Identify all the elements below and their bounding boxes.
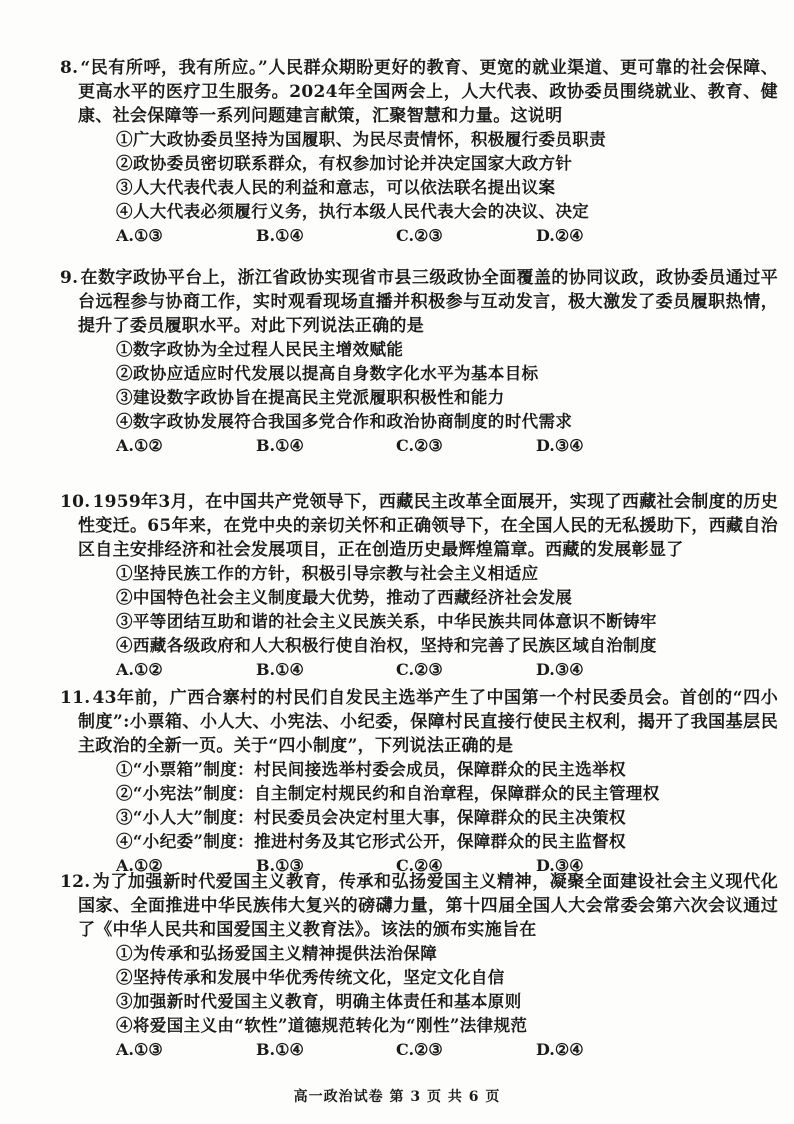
statement-1: ①坚持民族工作的方针，积极引导宗教与社会主义相适应 — [116, 564, 539, 583]
answer-choices — [78, 1038, 778, 1062]
question-text: 在数字政协平台上，浙江省政协实现省市县三级政协全面覆盖的协同议政，政协委员通过平台远程参与协商工作，实时观看现场直播并积极参与互动发言，极大激发了委员履职热情，提升了委员履职水平。对此下列说法正确的是 — [78, 268, 778, 336]
statement-1: ①广大政协委员坚持为国履职、为民尽责情怀，积极履行委员职责 — [116, 130, 607, 149]
question-stem — [60, 686, 778, 758]
statement-4: ④西藏各级政府和人大积极行使自治权，坚持和完善了民族区域自治制度 — [116, 636, 657, 655]
choice-c: C.②③ — [396, 226, 443, 245]
statement-3: ③建设数字政协旨在提高民主党派履职积极性和能力 — [116, 388, 505, 407]
statement-3: ③人大代表代表人民的利益和意志，可以依法联名提出议案 — [116, 178, 556, 197]
question-9 — [60, 266, 778, 458]
statement-2: ②中国特色社会主义制度最大优势，推动了西藏经济社会发展 — [116, 588, 573, 607]
question-text: 43年前，广西合寨村的村民们自发民主选举产生了中国第一个村民委员会。首创的“四小制度”:小票箱、小人大、小宪法、小纪委，保障村民直接行使民主权利，揭开了我国基层民主政治的全新一页。关于“四小制度”，下列说法正确的是 — [78, 688, 778, 756]
question-text: 为了加强新时代爱国主义教育，传承和弘扬爱国主义精神，凝聚全面建设社会主义现代化国家、全面推进中华民族伟大复兴的磅礴力量，第十四届全国人大会常委会第六次会议通过了《中华人民共和国爱国主义教育法》。该法的颁布实施旨在 — [78, 872, 778, 940]
question-stem — [60, 870, 778, 942]
answer-choices — [78, 658, 778, 682]
choice-a: A.①③ — [116, 1040, 163, 1059]
statement-2: ②政协委员密切联系群众，有权参加讨论并决定国家大政方针 — [116, 154, 573, 173]
question-number: 12. — [60, 872, 91, 892]
statement-3: ③“小人大”制度：村民委员会决定村里大事，保障群众的民主决策权 — [116, 808, 626, 827]
statement-4: ④人大代表必须履行义务，执行本级人民代表大会的决议、决定 — [116, 202, 590, 221]
statement-2: ②坚持传承和发展中华优秀传统文化，坚定文化自信 — [116, 968, 505, 987]
question-8 — [60, 56, 778, 248]
choice-b: B.①③ — [256, 856, 304, 875]
question-stem — [60, 56, 778, 128]
choice-c: C.②③ — [396, 660, 443, 679]
statement-2: ②“小宪法”制度：自主制定村规民约和自治章程，保障群众的民主管理权 — [116, 784, 660, 803]
question-text: 1959年3月，在中国共产党领导下，西藏民主改革全面展开，实现了西藏社会制度的历史性变迁。65年来，在党中央的亲切关怀和正确领导下，在全国人民的无私援助下，西藏自治区自主安排经济和社会发展项目，正在创造历史最辉煌篇章。西藏的发展彰显了 — [78, 492, 778, 560]
choice-b: B.①④ — [256, 226, 304, 245]
statement-3: ③平等团结互助和谐的社会主义民族关系，中华民族共同体意识不断铸牢 — [116, 612, 657, 631]
choice-c: C.②④ — [396, 856, 443, 875]
choice-c: C.②③ — [396, 1040, 443, 1059]
question-stem — [60, 490, 778, 562]
statement-1: ①“小票箱”制度：村民间接选举村委会成员，保障群众的民主选举权 — [116, 760, 626, 779]
choice-a: A.①② — [116, 856, 163, 875]
choice-d: D.③④ — [536, 436, 584, 455]
statement-1: ①数字政协为全过程人民民主增效赋能 — [116, 340, 404, 359]
page-footer: 高一政治试卷 第 3 页 共 6 页 — [293, 1089, 501, 1105]
statement-1: ①为传承和弘扬爱国主义精神提供法治保障 — [116, 944, 438, 963]
statement-2: ②政协应适应时代发展以提高自身数字化水平为基本目标 — [116, 364, 539, 383]
statement-3: ③加强新时代爱国主义教育，明确主体责任和基本原则 — [116, 992, 522, 1011]
choice-a: A.①③ — [116, 226, 163, 245]
choice-c: C.②③ — [396, 436, 443, 455]
question-stem — [60, 266, 778, 338]
question-text: “民有所呼，我有所应。”人民群众期盼更好的教育、更宽的就业渠道、更可靠的社会保障、更高水平的医疗卫生服务。2024年全国两会上，人大代表、政协委员围绕就业、教育、健康、社会保障等一系列问题建言献策，汇聚智慧和力量。这说明 — [78, 58, 778, 126]
choice-a: A.①② — [116, 660, 163, 679]
statement-4: ④“小纪委”制度：推进村务及其它形式公开，保障群众的民主监督权 — [116, 832, 626, 851]
answer-choices — [78, 224, 778, 248]
question-11 — [60, 686, 778, 878]
question-number: 11. — [60, 688, 91, 708]
question-12 — [60, 870, 778, 1062]
statement-4: ④数字政协发展符合我国多党合作和政治协商制度的时代需求 — [116, 412, 573, 431]
question-number: 8. — [60, 58, 79, 78]
question-number: 9. — [60, 268, 79, 288]
choice-b: B.①④ — [256, 1040, 304, 1059]
statement-4: ④将爱国主义由“软性”道德规范转化为“刚性”法律规范 — [116, 1016, 528, 1035]
question-number: 10. — [60, 492, 91, 512]
answer-choices — [78, 434, 778, 458]
choice-d: D.③④ — [536, 856, 584, 875]
choice-a: A.①② — [116, 436, 163, 455]
choice-b: B.①④ — [256, 436, 304, 455]
question-10 — [60, 490, 778, 682]
choice-b: B.①④ — [256, 660, 304, 679]
choice-d: D.③④ — [536, 660, 584, 679]
choice-d: D.②④ — [536, 226, 584, 245]
choice-d: D.②④ — [536, 1040, 584, 1059]
